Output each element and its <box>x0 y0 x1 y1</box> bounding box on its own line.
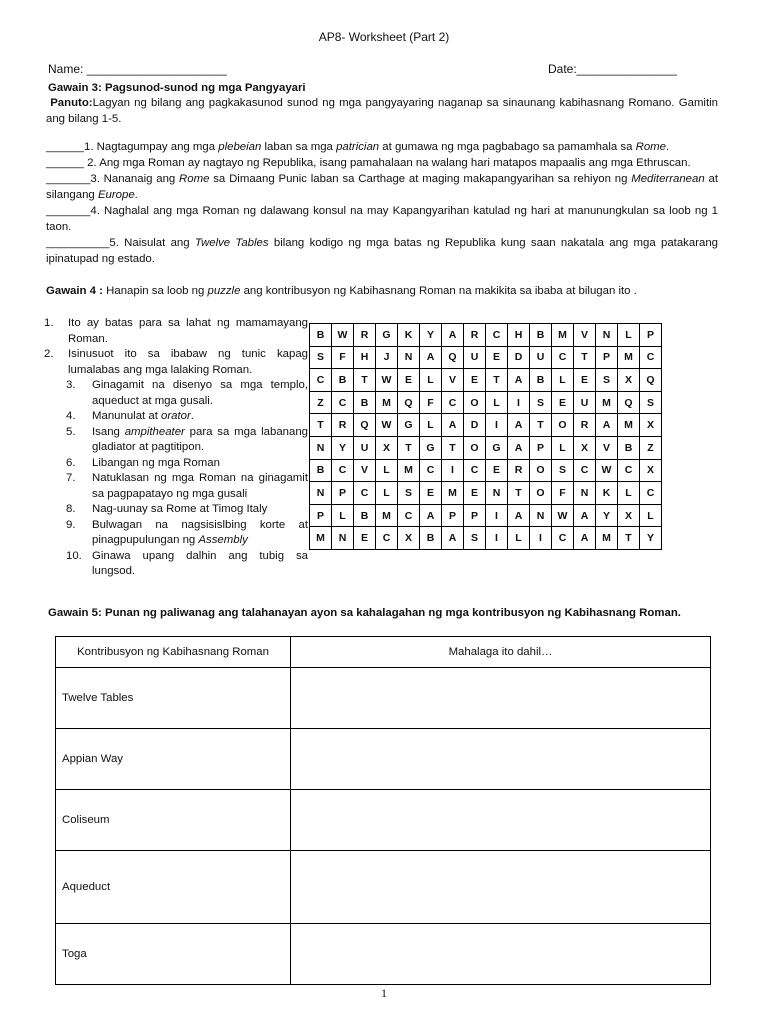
grid-cell[interactable]: I <box>486 527 508 550</box>
grid-cell[interactable]: N <box>332 527 354 550</box>
grid-cell[interactable]: E <box>420 482 442 505</box>
clue-text-a: Isinusuot ito sa ibabaw ng tunic kapag lumalabas ang mga lalaking Roman. <box>68 348 308 376</box>
grid-cell[interactable]: N <box>310 436 332 459</box>
clue-item <box>44 502 308 518</box>
clue-number: 4. <box>66 410 76 422</box>
grid-cell[interactable]: G <box>420 436 442 459</box>
grid-cell[interactable]: A <box>508 504 530 527</box>
worksheet-title: AP8- Worksheet (Part 2) <box>318 30 450 44</box>
grid-cell[interactable]: A <box>508 369 530 392</box>
grid-cell[interactable]: G <box>376 324 398 347</box>
clue-item <box>44 347 308 378</box>
clue-text <box>92 502 308 518</box>
grid-cell[interactable]: K <box>398 324 420 347</box>
answer-blank[interactable]: __________ <box>46 237 110 249</box>
grid-cell[interactable]: R <box>508 459 530 482</box>
grid-cell[interactable]: G <box>486 436 508 459</box>
grid-cell[interactable]: P <box>310 504 332 527</box>
grid-cell[interactable]: N <box>596 324 618 347</box>
word-search-grid[interactable] <box>309 323 662 550</box>
clue-item <box>44 378 308 409</box>
panuto-label: Panuto: <box>50 97 93 109</box>
grid-cell[interactable]: F <box>552 482 574 505</box>
grid-cell[interactable]: B <box>530 369 552 392</box>
grid-cell[interactable]: I <box>486 504 508 527</box>
grid-cell[interactable]: E <box>464 369 486 392</box>
answer-cell[interactable] <box>291 668 711 729</box>
grid-row <box>310 346 662 369</box>
clue-item <box>44 316 308 347</box>
grid-cell[interactable]: V <box>354 459 376 482</box>
grid-cell[interactable]: L <box>552 369 574 392</box>
grid-cell[interactable]: E <box>486 346 508 369</box>
clue-text-a: Ito ay batas para sa lahat ng mamamayang Roman. <box>68 317 308 345</box>
grid-cell[interactable]: M <box>376 391 398 414</box>
grid-cell[interactable]: H <box>508 324 530 347</box>
grid-cell[interactable]: P <box>530 436 552 459</box>
grid-cell[interactable]: A <box>420 504 442 527</box>
grid-cell[interactable]: A <box>420 346 442 369</box>
grid-cell[interactable]: N <box>486 482 508 505</box>
clue-item <box>44 425 308 456</box>
col-header-importance: Mahalaga ito dahil… <box>291 637 711 668</box>
grid-cell[interactable]: S <box>398 482 420 505</box>
grid-cell[interactable]: J <box>376 346 398 369</box>
gawain3-items <box>46 139 718 267</box>
grid-cell[interactable]: R <box>354 324 376 347</box>
grid-cell[interactable]: C <box>618 459 640 482</box>
sequence-item <box>46 171 718 203</box>
item-text: 2. Ang mga Roman ay nagtayo ng Republika, isang pamahalaan na walang hari matapos mapaalis ang mga Ethruscan. <box>84 157 691 169</box>
grid-cell[interactable]: X <box>640 414 662 437</box>
grid-cell[interactable]: T <box>442 436 464 459</box>
grid-cell[interactable]: U <box>354 436 376 459</box>
grid-cell[interactable]: K <box>596 482 618 505</box>
item-text: 5. Naisulat ang <box>109 237 195 249</box>
grid-cell[interactable]: L <box>618 482 640 505</box>
grid-cell[interactable]: T <box>398 436 420 459</box>
grid-row <box>310 527 662 550</box>
grid-cell[interactable]: C <box>464 459 486 482</box>
grid-cell[interactable]: P <box>596 346 618 369</box>
grid-cell[interactable]: L <box>552 436 574 459</box>
grid-cell[interactable]: O <box>530 482 552 505</box>
grid-cell[interactable]: C <box>376 527 398 550</box>
grid-row <box>310 414 662 437</box>
grid-cell[interactable]: B <box>354 391 376 414</box>
sequence-item <box>46 235 718 267</box>
gawain3-instructions <box>46 95 718 127</box>
clue-text <box>92 409 308 425</box>
grid-cell[interactable]: A <box>508 436 530 459</box>
grid-cell[interactable]: M <box>442 482 464 505</box>
grid-cell[interactable]: B <box>420 527 442 550</box>
grid-cell[interactable]: A <box>508 414 530 437</box>
grid-cell[interactable]: F <box>420 391 442 414</box>
clue-text-a: Bulwagan na nagsisislbing korte at pinagpupulungan ng <box>92 518 308 546</box>
gawain4-instructions <box>46 285 637 297</box>
grid-cell[interactable]: I <box>530 527 552 550</box>
contribution-label: Toga <box>56 924 291 985</box>
item-text: 4. Naghalal ang mga Roman ng dalawang konsul na may Kapangyarihan katulad ng hari at manunungkulan sa loob ng 1 taon. <box>46 205 718 233</box>
grid-cell[interactable]: X <box>618 369 640 392</box>
clue-text <box>92 518 308 549</box>
grid-cell[interactable]: W <box>376 369 398 392</box>
grid-cell[interactable]: M <box>398 459 420 482</box>
grid-cell[interactable]: Y <box>332 436 354 459</box>
table-row <box>56 790 711 851</box>
grid-cell[interactable]: S <box>552 459 574 482</box>
item-emphasis: Rome <box>179 173 210 185</box>
answer-blank[interactable]: _______ <box>46 173 91 185</box>
grid-cell[interactable]: E <box>486 459 508 482</box>
grid-cell[interactable]: O <box>530 459 552 482</box>
clue-text-a: Ginawa upang dalhin ang tubig sa lungsod. <box>92 549 308 577</box>
item-emphasis: plebeian <box>218 141 262 153</box>
item-emphasis: patrician <box>336 141 380 153</box>
grid-cell[interactable]: L <box>508 527 530 550</box>
grid-cell[interactable]: I <box>508 391 530 414</box>
clue-text <box>92 456 308 472</box>
grid-cell[interactable]: L <box>420 369 442 392</box>
grid-cell[interactable]: X <box>574 436 596 459</box>
grid-row <box>310 459 662 482</box>
clue-item <box>44 549 308 580</box>
grid-cell[interactable]: Z <box>310 391 332 414</box>
grid-cell[interactable]: C <box>310 369 332 392</box>
grid-cell[interactable]: N <box>310 482 332 505</box>
grid-cell[interactable]: C <box>354 482 376 505</box>
grid-cell[interactable]: P <box>332 482 354 505</box>
item-text: bilang kodigo ng mga batas ng Republika kung saan nakatala ang mga patakarang ipinatupad ng estado. <box>46 237 718 265</box>
table-row <box>56 729 711 790</box>
grid-cell[interactable]: C <box>398 504 420 527</box>
grid-cell[interactable]: A <box>574 527 596 550</box>
grid-cell[interactable]: M <box>618 346 640 369</box>
item-emphasis: Twelve Tables <box>194 237 269 249</box>
grid-cell[interactable]: B <box>530 324 552 347</box>
grid-cell[interactable]: B <box>332 369 354 392</box>
grid-cell[interactable]: S <box>596 369 618 392</box>
table-row <box>56 668 711 729</box>
item-text: at silangang <box>46 173 718 201</box>
grid-cell[interactable]: Q <box>354 414 376 437</box>
grid-cell[interactable]: C <box>574 459 596 482</box>
grid-cell[interactable]: B <box>618 436 640 459</box>
clue-text-a: Isang <box>92 425 125 438</box>
grid-cell[interactable]: R <box>332 414 354 437</box>
grid-cell[interactable]: I <box>486 414 508 437</box>
clue-emphasis: ampitheater <box>124 425 185 438</box>
grid-row <box>310 504 662 527</box>
grid-cell[interactable]: M <box>596 527 618 550</box>
clue-item <box>44 518 308 549</box>
item-emphasis: Europe <box>97 189 135 201</box>
grid-cell[interactable]: V <box>574 324 596 347</box>
sequence-item <box>46 139 718 155</box>
grid-cell[interactable]: D <box>508 346 530 369</box>
clue-text-a: Natuklasan ng mga Roman na ginagamit sa pagpapatayo ng mga gusali <box>92 472 308 500</box>
grid-cell[interactable]: L <box>376 482 398 505</box>
grid-row <box>310 482 662 505</box>
grid-cell[interactable]: C <box>552 346 574 369</box>
answer-cell[interactable] <box>291 851 711 924</box>
grid-cell[interactable]: E <box>552 391 574 414</box>
date-field[interactable]: Date:_______________ <box>548 62 677 76</box>
grid-cell[interactable]: Q <box>442 346 464 369</box>
grid-cell[interactable]: L <box>332 504 354 527</box>
table-row <box>56 924 711 985</box>
clue-text-a: Manunulat at <box>92 410 162 422</box>
grid-cell[interactable]: Q <box>618 391 640 414</box>
contribution-table <box>55 636 711 985</box>
clue-text <box>92 471 308 502</box>
item-text: sa Dimaang Punic laban sa Carthage at maging makapangyarihan sa rehiyon ng <box>209 173 632 185</box>
grid-cell[interactable]: S <box>640 391 662 414</box>
grid-cell[interactable]: F <box>332 346 354 369</box>
clue-text <box>68 347 308 378</box>
grid-cell[interactable]: L <box>376 459 398 482</box>
grid-cell[interactable]: O <box>464 436 486 459</box>
grid-cell[interactable]: C <box>420 459 442 482</box>
clue-number: 6. <box>66 456 76 469</box>
name-field[interactable]: Name: _____________________ <box>48 62 227 76</box>
clue-number: 5. <box>66 425 76 438</box>
grid-cell[interactable]: C <box>640 482 662 505</box>
grid-cell[interactable]: T <box>310 414 332 437</box>
gawain4-label: Gawain 4 : <box>46 285 103 297</box>
grid-cell[interactable]: U <box>530 346 552 369</box>
clue-list <box>44 316 308 580</box>
grid-cell[interactable]: Y <box>596 504 618 527</box>
grid-cell[interactable]: V <box>596 436 618 459</box>
item-text: 3. Nananaig ang <box>90 173 180 185</box>
clue-text <box>92 549 308 580</box>
grid-cell[interactable]: L <box>640 504 662 527</box>
grid-cell[interactable]: W <box>552 504 574 527</box>
grid-cell[interactable]: D <box>464 414 486 437</box>
grid-cell[interactable]: M <box>552 324 574 347</box>
clue-emphasis: orator <box>161 410 191 422</box>
grid-cell[interactable]: C <box>332 459 354 482</box>
grid-row <box>310 369 662 392</box>
contribution-label: Appian Way <box>56 729 291 790</box>
answer-cell[interactable] <box>291 729 711 790</box>
grid-cell[interactable]: A <box>442 414 464 437</box>
grid-cell[interactable]: B <box>310 459 332 482</box>
clue-text-b: . <box>190 410 194 422</box>
clue-number: 8. <box>66 503 76 515</box>
grid-cell[interactable]: V <box>442 369 464 392</box>
grid-cell[interactable]: G <box>398 414 420 437</box>
col-header-contribution: Kontribusyon ng Kabihasnang Roman <box>56 637 291 668</box>
clue-text <box>92 378 308 409</box>
grid-cell[interactable]: W <box>376 414 398 437</box>
item-text: laban sa mga <box>261 141 337 153</box>
grid-cell[interactable]: S <box>530 391 552 414</box>
grid-cell[interactable]: Z <box>640 436 662 459</box>
grid-cell[interactable]: B <box>310 324 332 347</box>
gawain3-heading: Gawain 3: Pagsunod-sunod ng mga Pangyayari <box>48 82 306 94</box>
grid-row <box>310 436 662 459</box>
grid-cell[interactable]: M <box>596 391 618 414</box>
grid-cell[interactable]: X <box>618 504 640 527</box>
grid-cell[interactable]: T <box>574 346 596 369</box>
item-emphasis: Mediterranean <box>631 173 705 185</box>
grid-cell[interactable]: B <box>354 504 376 527</box>
answer-blank[interactable]: _______ <box>46 205 91 217</box>
grid-cell[interactable]: U <box>574 391 596 414</box>
clue-number: 7. <box>66 472 76 484</box>
item-text: at gumawa ng mga pagbabago sa pamamhala sa <box>379 141 636 153</box>
grid-cell[interactable]: R <box>464 324 486 347</box>
clue-number: 3. <box>66 379 76 391</box>
grid-cell[interactable]: A <box>442 324 464 347</box>
gawain4-text-em: puzzle <box>207 285 241 297</box>
answer-cell[interactable] <box>291 924 711 985</box>
clue-number: 9. <box>66 518 76 531</box>
grid-cell[interactable]: U <box>464 346 486 369</box>
grid-cell[interactable]: W <box>596 459 618 482</box>
clue-text-a: Ginagamit na disenyo sa mga templo, aqueduct at mga gusali. <box>92 379 308 407</box>
grid-cell[interactable]: E <box>574 369 596 392</box>
sequence-item <box>46 155 718 171</box>
grid-cell[interactable]: P <box>640 324 662 347</box>
grid-cell[interactable]: Y <box>640 527 662 550</box>
grid-cell[interactable]: H <box>354 346 376 369</box>
grid-cell[interactable]: N <box>398 346 420 369</box>
grid-cell[interactable]: P <box>442 504 464 527</box>
grid-cell[interactable]: A <box>442 527 464 550</box>
clue-emphasis: Assembly <box>198 534 248 546</box>
clue-item <box>44 409 308 425</box>
clue-text-a: Libangan ng mga Roman <box>92 456 220 469</box>
sequence-item <box>46 203 718 235</box>
grid-cell[interactable]: C <box>552 527 574 550</box>
grid-cell[interactable]: M <box>310 527 332 550</box>
item-text: . <box>665 141 670 153</box>
grid-cell[interactable]: X <box>398 527 420 550</box>
grid-cell[interactable]: S <box>464 527 486 550</box>
clue-number: 10. <box>66 549 82 562</box>
grid-cell[interactable]: Q <box>640 369 662 392</box>
grid-cell[interactable]: R <box>574 414 596 437</box>
grid-cell[interactable]: M <box>618 414 640 437</box>
grid-cell[interactable]: N <box>530 504 552 527</box>
grid-cell[interactable]: C <box>332 391 354 414</box>
contribution-label: Twelve Tables <box>56 668 291 729</box>
clue-text <box>68 316 308 347</box>
gawain5-title: Gawain 5: Punan ng paliwanag ang talahanayan ayon sa kahalagahan ng mga kontribusyon ng Kabihasnang Roman. <box>48 607 681 619</box>
page-number: 1 <box>381 986 387 1000</box>
clue-number: 2. <box>44 348 54 360</box>
grid-cell[interactable]: E <box>464 482 486 505</box>
gawain4-text-a: Hanapin sa loob ng <box>106 285 208 297</box>
grid-cell[interactable]: T <box>354 369 376 392</box>
answer-blank[interactable]: ______ <box>46 157 85 169</box>
grid-cell[interactable]: L <box>618 324 640 347</box>
grid-row <box>310 324 662 347</box>
grid-cell[interactable]: C <box>442 391 464 414</box>
grid-cell[interactable]: X <box>376 436 398 459</box>
clue-text <box>92 425 308 456</box>
table-row <box>56 851 711 924</box>
answer-blank[interactable]: ______ <box>46 141 85 153</box>
grid-cell[interactable]: T <box>618 527 640 550</box>
grid-cell[interactable]: N <box>574 482 596 505</box>
grid-cell[interactable]: A <box>574 504 596 527</box>
grid-cell[interactable]: M <box>376 504 398 527</box>
clue-text-a: Nag-uunay sa Rome at Timog Italy <box>92 503 268 515</box>
gawain4-text-b: ang kontribusyon ng Kabihasnang Roman na makikita sa ibaba at bilugan ito . <box>240 285 637 297</box>
grid-cell[interactable]: X <box>640 459 662 482</box>
grid-cell[interactable]: Q <box>398 391 420 414</box>
panuto-text: Lagyan ng bilang ang pagkakasunod sunod ng mga pangyayaring naganap sa sinaunang kabihasnang Romano. Gamitin ang bilang 1-5. <box>46 97 718 125</box>
grid-cell[interactable]: T <box>530 414 552 437</box>
item-emphasis: Rome <box>635 141 666 153</box>
grid-cell[interactable]: I <box>442 459 464 482</box>
grid-cell[interactable]: S <box>310 346 332 369</box>
clue-item <box>44 456 308 472</box>
contribution-label: Coliseum <box>56 790 291 851</box>
grid-cell[interactable]: Y <box>420 324 442 347</box>
contribution-label: Aqueduct <box>56 851 291 924</box>
grid-cell[interactable]: E <box>398 369 420 392</box>
item-text: 1. Nagtagumpay ang mga <box>84 141 219 153</box>
grid-cell[interactable]: O <box>552 414 574 437</box>
answer-cell[interactable] <box>291 790 711 851</box>
grid-cell[interactable]: L <box>420 414 442 437</box>
clue-number: 1. <box>44 317 54 329</box>
grid-cell[interactable]: C <box>486 324 508 347</box>
grid-cell[interactable]: P <box>464 504 486 527</box>
grid-row <box>310 391 662 414</box>
item-text: . <box>134 189 138 201</box>
grid-cell[interactable]: W <box>332 324 354 347</box>
grid-cell[interactable]: T <box>508 482 530 505</box>
clue-item <box>44 471 308 502</box>
grid-cell[interactable]: E <box>354 527 376 550</box>
grid-cell[interactable]: A <box>596 414 618 437</box>
grid-cell[interactable]: O <box>464 391 486 414</box>
grid-cell[interactable]: C <box>640 346 662 369</box>
clue-text-b: para sa mga labanang gladiator at pagtitipon. <box>92 425 308 453</box>
grid-cell[interactable]: L <box>486 391 508 414</box>
grid-cell[interactable]: T <box>486 369 508 392</box>
